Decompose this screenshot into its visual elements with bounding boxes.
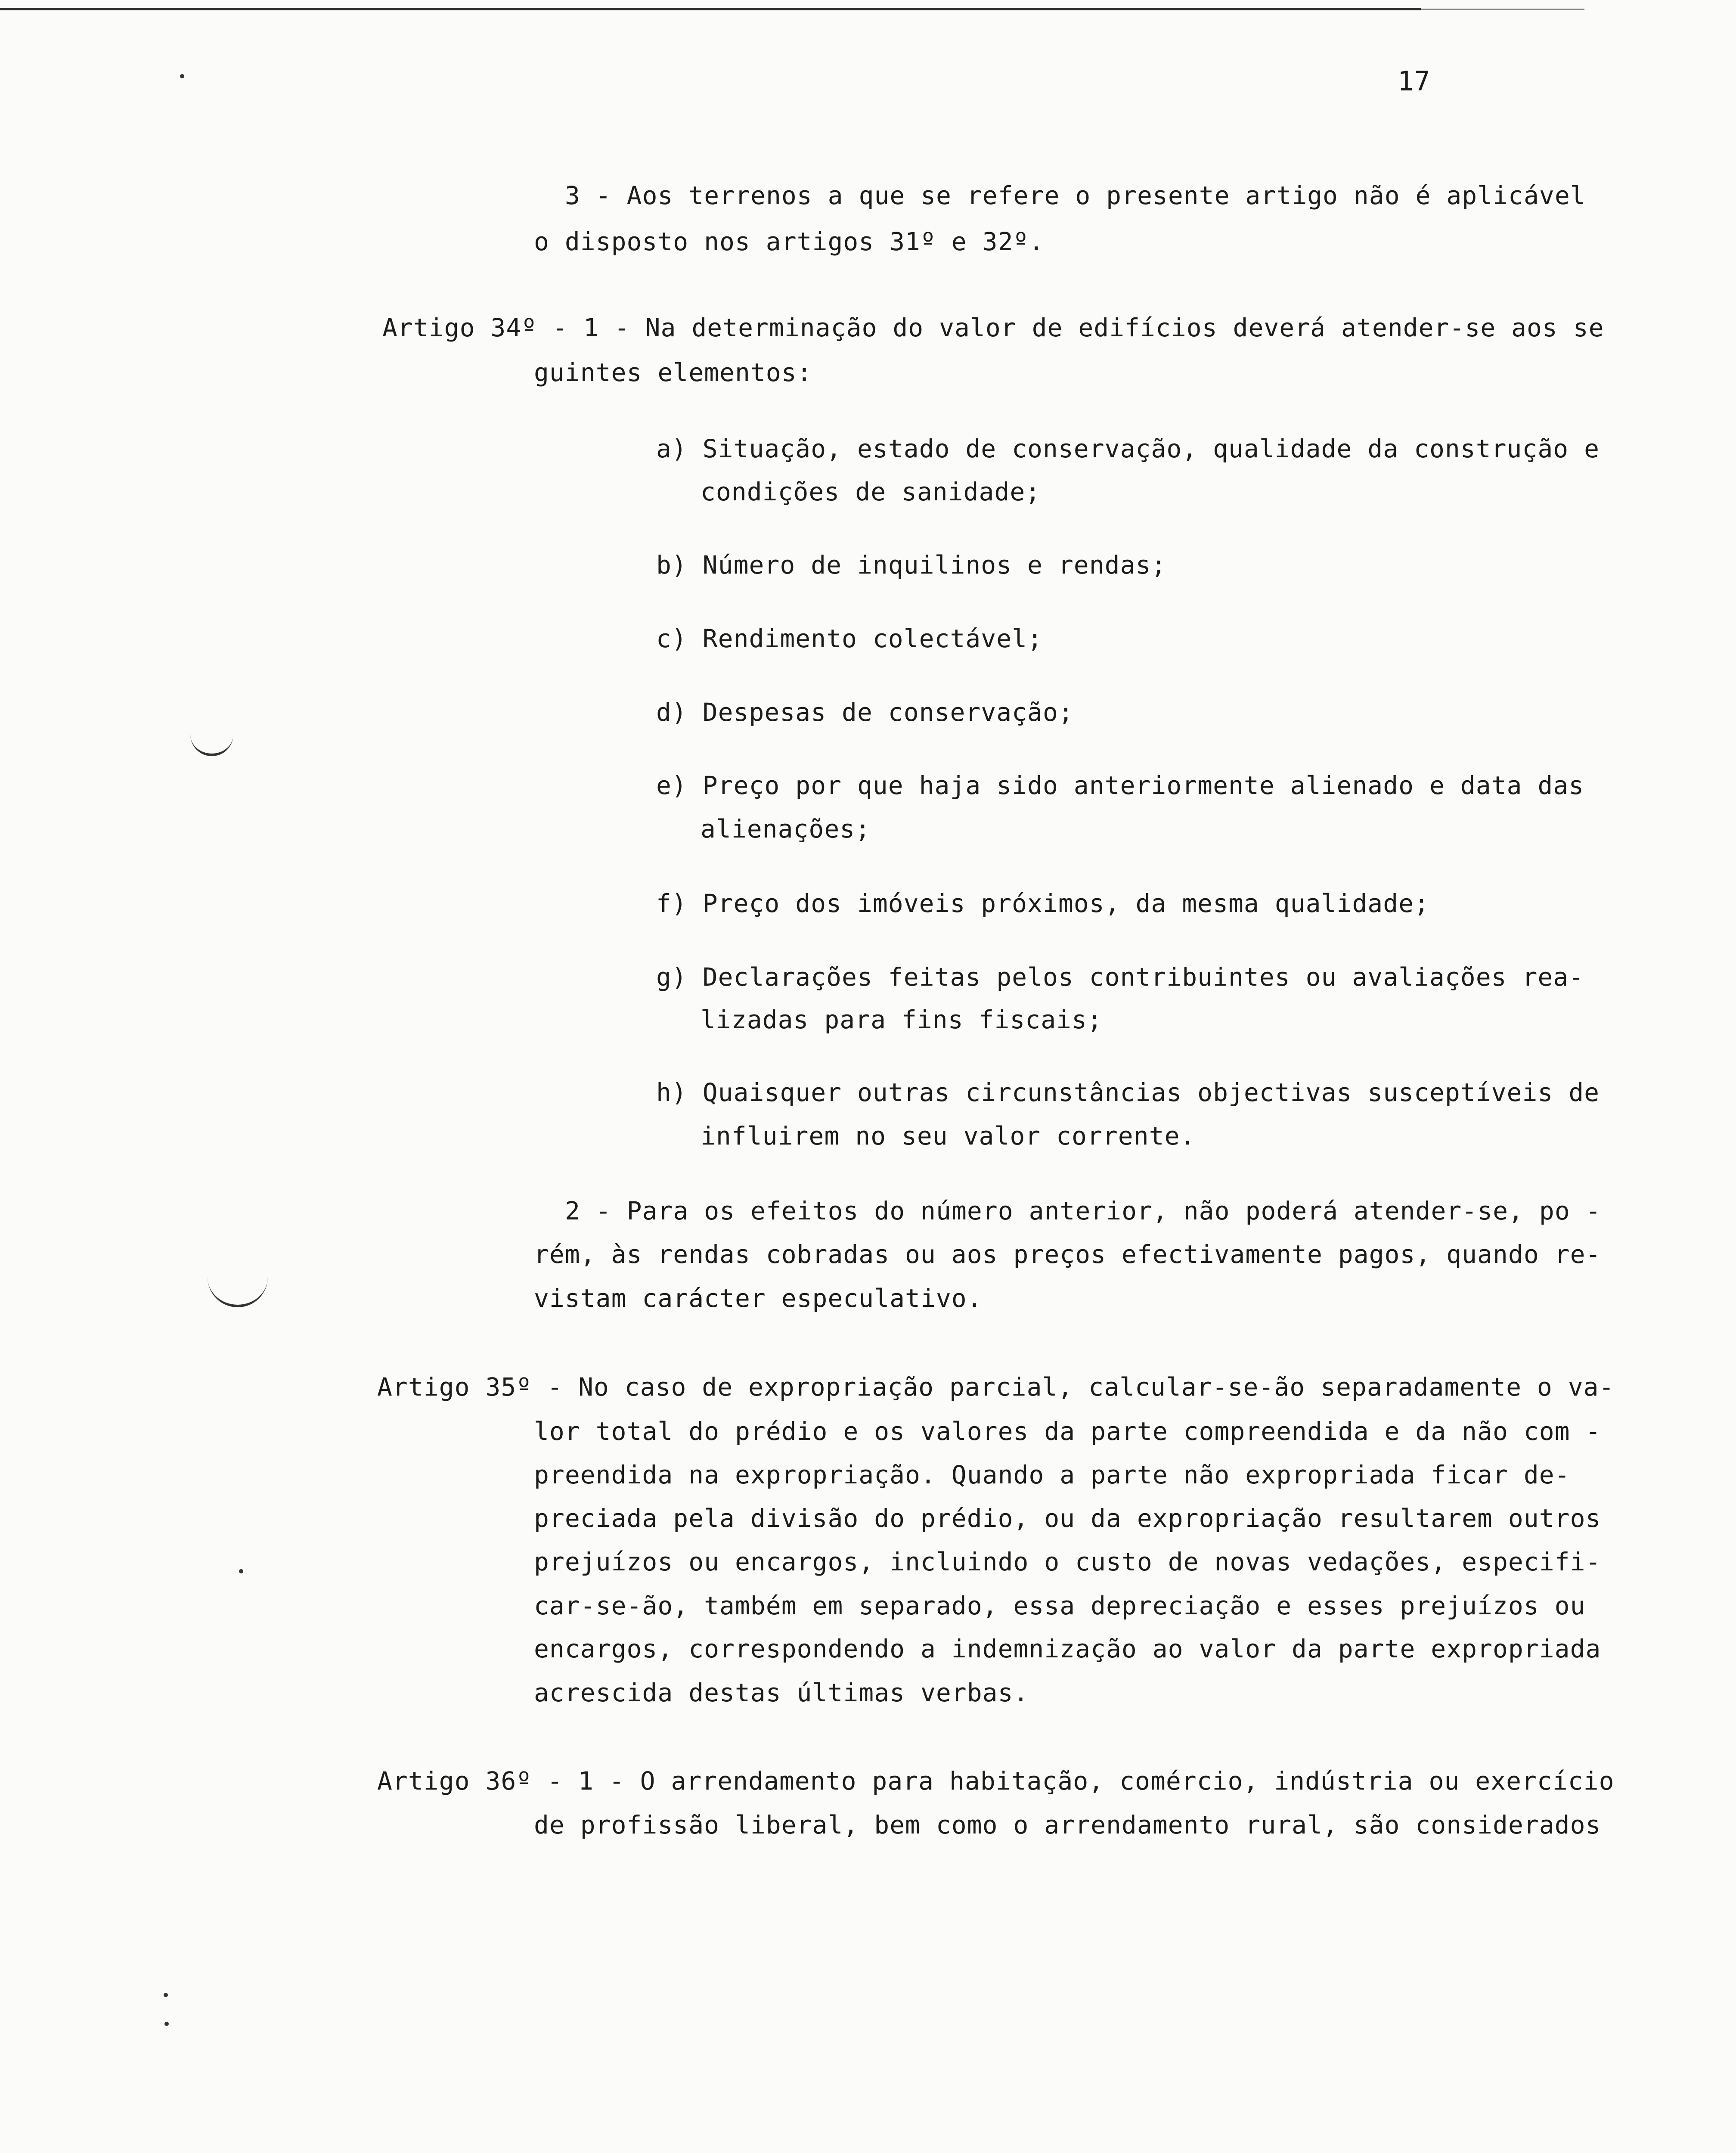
page-number: 17 — [1398, 65, 1431, 97]
art34-line: guintes elementos: — [534, 358, 812, 387]
art35-line: lor total do prédio e os valores da parte compreendida e da não com - — [534, 1417, 1601, 1446]
art34-par2-line: rém, às rendas cobradas ou aos preços efectivamente pagos, quando re- — [534, 1240, 1601, 1269]
art35-line: preendida na expropriação. Quando a parte não expropriada ficar de- — [534, 1460, 1570, 1489]
art33-par3-line: o disposto nos artigos 31º e 32º. — [534, 227, 1045, 256]
margin-dot — [164, 2022, 169, 2026]
art33-par3-line: 3 - Aos terrenos a que se refere o presente artigo não é aplicável — [565, 181, 1586, 210]
list-item-f: f) Preço dos imóveis próximos, da mesma qualidade; — [656, 889, 1429, 918]
list-item-d: d) Despesas de conservação; — [656, 698, 1074, 727]
art34-par2-line: vistam carácter especulativo. — [534, 1284, 983, 1313]
list-item-h-cont: influirem no seu valor corrente. — [701, 1121, 1196, 1151]
art35-line: preciada pela divisão do prédio, ou da expropriação resultarem outros — [534, 1504, 1601, 1533]
list-item-a-cont: condições de sanidade; — [701, 477, 1041, 506]
art36-heading: Artigo 36º - 1 - O arrendamento para habitação, comércio, indústria ou exercício — [377, 1766, 1615, 1796]
art35-line: car-se-ão, também em separado, essa depreciação e esses prejuízos ou — [534, 1591, 1586, 1620]
list-item-e-cont: alienações; — [701, 814, 871, 844]
margin-dot — [180, 74, 184, 78]
list-item-c: c) Rendimento colectável; — [656, 624, 1043, 653]
list-item-g: g) Declarações feitas pelos contribuintes ou avaliações rea- — [656, 962, 1584, 992]
art35-line: acrescida destas últimas verbas. — [534, 1678, 1029, 1707]
top-border-line — [0, 8, 1421, 10]
list-item-a: a) Situação, estado de conservação, qualidade da construção e — [656, 434, 1600, 463]
art35-line: prejuízos ou encargos, incluindo o custo de novas vedações, especifi- — [534, 1547, 1601, 1576]
margin-mark — [190, 728, 233, 756]
list-item-h: h) Quaisquer outras circunstâncias objectivas susceptíveis de — [656, 1078, 1600, 1107]
margin-mark — [208, 1275, 268, 1307]
margin-dot — [239, 1569, 243, 1573]
art34-heading: Artigo 34º - 1 - Na determinação do valor de edifícios deverá atender-se aos se — [382, 313, 1604, 342]
art35-heading: Artigo 35º - No caso de expropriação parcial, calcular-se-ão separadamente o va- — [377, 1372, 1615, 1402]
top-border-line-tail — [1421, 9, 1584, 10]
list-item-g-cont: lizadas para fins fiscais; — [701, 1005, 1103, 1034]
art36-line: de profissão liberal, bem como o arrendamento rural, são considerados — [534, 1810, 1601, 1840]
list-item-e: e) Preço por que haja sido anteriormente alienado e data das — [656, 771, 1584, 800]
list-item-b: b) Número de inquilinos e rendas; — [656, 550, 1167, 580]
art34-par2-line: 2 - Para os efeitos do número anterior, não poderá atender-se, po - — [565, 1196, 1601, 1225]
art35-line: encargos, correspondendo a indemnização ao valor da parte expropriada — [534, 1634, 1601, 1663]
margin-dot — [164, 1993, 168, 1997]
